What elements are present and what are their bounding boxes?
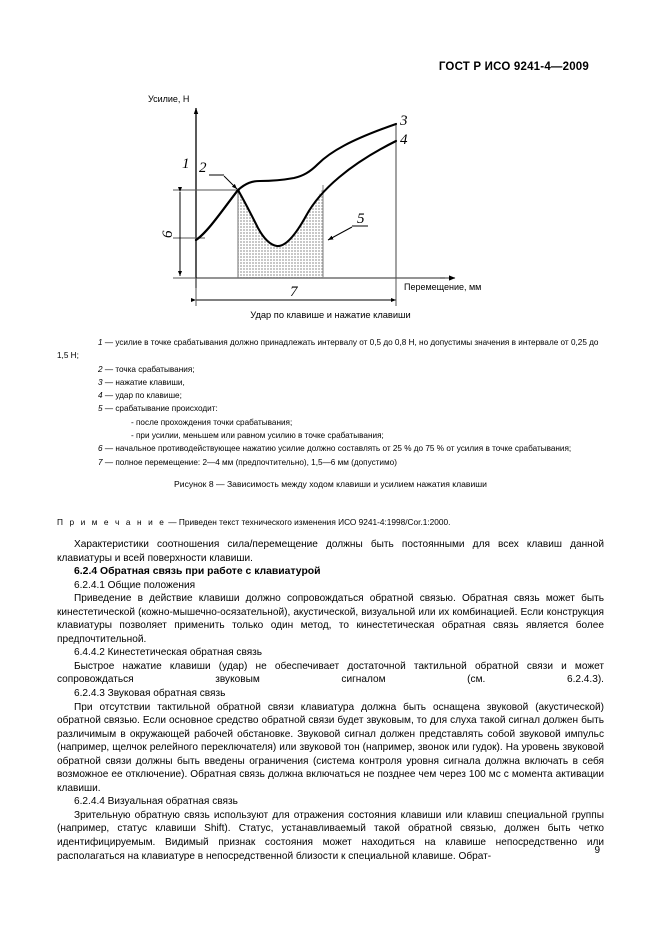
key-item-2-dash: — — [102, 364, 116, 374]
body-text-flow — [57, 538, 604, 863]
key-item-4-text: удар по клавише; — [115, 391, 182, 401]
force-displacement-chart — [0, 88, 661, 328]
figure-key-list — [57, 336, 604, 469]
paragraph-6-2-4-3: При отсутствии тактильной обратной связи клавиатура должна быть оснащена звуковой (акустической) обратной связью. Если основное средство обратной связи будет звуковым, то для слуха такой сигнал должен быть различимым в окружающей рабочей обстановке. Звуковой сигнал должен представлять собой звуковой импульс (например, щелчок релейного переключателя) или звуковой тон (например, звонок или гудок). На уровень звуковой обратной связи должны быть введены ограничения (система контроля уровня сигнала должна включать в себя возможное ее отключение). Обратная связь должна включаться не позднее чем через 100 мс с момента активации клавиши. — [57, 701, 604, 794]
paragraph-intro: Характеристики соотношения сила/перемещение должны быть постоянными для всех клавиш данной клавиатуры и всей поверхности клавиши. — [57, 539, 604, 564]
callout-1: 1 — [182, 156, 190, 172]
heading-6-2-4-3: 6.2.4.3 Звуковая обратная связь — [74, 688, 226, 700]
callout-4: 4 — [400, 132, 408, 148]
key-item-4-dash: — — [102, 391, 116, 401]
key-item-3-dash: — — [102, 377, 116, 387]
y-axis-label: Усилие, Н — [148, 94, 190, 104]
callout-3: 3 — [400, 113, 408, 129]
key-item-2-number: 2 — [98, 364, 103, 374]
x-axis-label: Перемещение, мм — [404, 282, 482, 292]
heading-6-2-4: 6.2.4 Обратная связь при работе с клавиатурой — [74, 566, 321, 578]
callout-2: 2 — [199, 160, 207, 176]
callout-2-leader — [224, 176, 237, 189]
paragraph-6-4-4-2: Быстрое нажатие клавиши (удар) не обеспечивает достаточной тактильной обратной связи и может сопровождаться звуковым сигналом (см. 6.2.4.3). — [57, 660, 604, 686]
key-item-1-dash: — — [102, 338, 116, 347]
figure-8-graphic — [0, 88, 661, 328]
key-item-5-dash: — — [102, 404, 116, 414]
key-subitem-1: - после прохождения точки срабатывания; — [131, 417, 293, 427]
key-item-3 — [57, 376, 604, 389]
key-item-7-text: полное перемещение: 2—4 мм (предпочтительно), 1,5—6 мм (допустимо) — [115, 457, 397, 467]
callout-7: 7 — [290, 284, 298, 300]
key-subitem-2: - при усилии, меньшем или равном усилию в точке срабатывания; — [131, 430, 384, 440]
key-item-1-text: усилие в точке срабатывания должно принадлежать интервалу от 0,5 до 0,8 Н, но допустимы значения в интервале от 0,25 до 1,5 Н; — [57, 338, 599, 361]
callout-6: 6 — [160, 230, 176, 238]
strike-curve-4 — [196, 141, 396, 246]
key-item-7-number: 7 — [98, 457, 103, 467]
note-paragraph — [57, 517, 604, 527]
figure-caption: Удар по клавише и нажатие клавиши — [250, 310, 411, 320]
key-item-5 — [57, 402, 604, 415]
page-number: 9 — [594, 845, 600, 856]
callout-5-leader — [328, 227, 352, 240]
key-item-5-number: 5 — [98, 404, 103, 414]
key-item-6 — [57, 442, 604, 455]
key-item-6-number: 6 — [98, 444, 103, 454]
figure-number-line: Рисунок 8 — Зависимость между ходом клавиши и усилием нажатия клавиши — [174, 479, 487, 489]
key-item-3-number: 3 — [98, 377, 103, 387]
key-item-7 — [57, 456, 604, 469]
note-label: П р и м е ч а н и е — [57, 517, 166, 527]
key-item-4-number: 4 — [98, 391, 103, 401]
key-item-1-number: 1 — [98, 338, 103, 347]
key-item-7-dash: — — [102, 457, 116, 467]
press-curve-3 — [196, 124, 396, 240]
key-item-6-dash: — — [102, 444, 116, 454]
heading-6-4-4-2: 6.4.4.2 Кинестетическая обратная связь — [74, 647, 263, 659]
key-item-3-text: нажатие клавиши, — [115, 377, 185, 387]
heading-6-2-4-4: 6.2.4.4 Визуальная обратная связь — [74, 796, 238, 808]
key-item-6-text: начальное противодействующее нажатию усилие должно составлять от 25 % до 75 % от усилия в точке срабатывания; — [115, 444, 572, 454]
key-item-2-text: точка срабатывания; — [115, 364, 195, 374]
note-text: — Приведен текст технического изменения ИСО 9241-4:1998/Cor.1:2000. — [165, 517, 451, 527]
key-item-1 — [57, 336, 604, 363]
key-item-4 — [57, 389, 604, 402]
key-item-5-text: срабатывание происходит: — [115, 404, 218, 414]
key-item-2 — [57, 363, 604, 376]
paragraph-6-2-4-4: Зрительную обратную связь используют для отражения состояния клавиши или клавиш специальной группы (например, статус клавиши Shift). Статус, устанавливаемый такой обратной связью, должен быть четко идентифицируемым. Видимый признак состояния может находиться на клавише непосредственно или располагаться на клавиатуре в непосредственной близости к специальной клавише. Обрат- — [57, 809, 604, 862]
document-header-standard-code: ГОСТ Р ИСО 9241-4—2009 — [438, 61, 589, 73]
heading-6-2-4-1: 6.2.4.1 Общие положения — [74, 579, 196, 591]
callout-5: 5 — [357, 211, 365, 227]
paragraph-6-2-4-1: Приведение в действие клавиши должно сопровождаться обратной связью. Обратная связь может быть кинестетической (кожно-мышечно-осязательной), акустической, визуальной или их комбинацией. Если конструкция клавиатуры позволяет применить только один метод, то кинестетическая обратная связь является более предпочтительной. — [57, 593, 604, 645]
shaded-activation-region — [238, 188, 323, 278]
